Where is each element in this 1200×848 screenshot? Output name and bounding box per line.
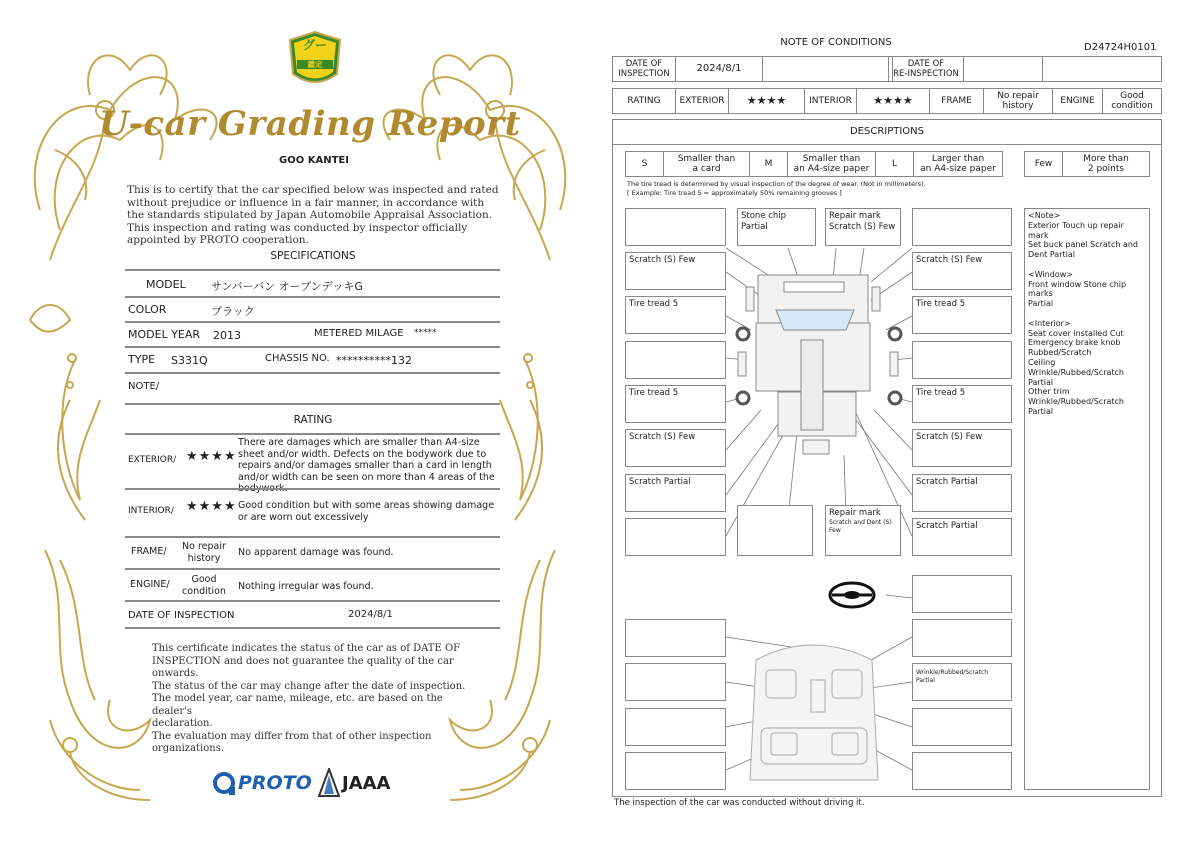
inspection-footer: The inspection of the car was conducted without driving it. [614,798,865,808]
color-value: ブラック [211,305,255,318]
notes-line: Dent Partial [1028,250,1075,260]
notes-line: Rubbed/Scratch [1028,348,1092,358]
badge-text-bottom: 鑑定 [307,60,323,69]
description-box [912,752,1012,790]
frame-value-line-2: history [1002,101,1034,111]
legend-s-line-2: a card [692,164,721,174]
description-box [625,429,726,467]
frame-description: No apparent damage was found. [238,547,394,558]
legend-m-line-1: Smaller than [802,154,861,164]
model-value: サンバーバン オープンデッキG [211,280,363,293]
divider [125,269,500,271]
engine-description: Nothing irregular was found. [238,581,374,592]
box-text: Stone chip Partial [741,211,787,232]
certification-intro: This is to certify that the car specified below was inspected and rated without prejudice or influence in a fair manner, in accordance with the standards stipulated by Japan Automobile Appraisal Association. This inspection and rating was conducted by inspector officially appointed by PROTO cooperation. [127,184,499,246]
notes-line: Other trim [1028,387,1070,397]
mileage-label: METERED MILAGE [314,328,404,339]
rating-label: RATING [613,89,676,113]
proto-logo-icon [213,771,239,797]
description-box [625,518,726,556]
legend-few-line-1: More than [1083,154,1129,164]
description-box [912,575,1012,613]
legend-s: S [626,152,664,176]
frame-value-line-2: history [187,553,221,564]
description-box [625,752,726,790]
description-box [912,341,1012,379]
document-id: D24724H0101 [1084,42,1157,53]
engine-label: ENGINE [1053,89,1103,113]
engine-label: ENGINE/ [130,579,170,590]
legend-l: L [876,152,914,176]
divider [125,536,500,538]
jaaa-logo-text: JAAA [342,773,391,794]
exterior-stars: ★★★★ [729,89,805,113]
notes-line: <Window> [1028,269,1073,279]
description-box [625,296,726,334]
footer-line: INSPECTION and does not guarantee the quality of the car onwards. [152,655,454,679]
jaaa-logo-icon [318,768,340,798]
date-reinspection-label-line-2: RE-INSPECTION [893,69,959,79]
type-value: S331Q [171,354,208,367]
legend-l-line-2: an A4-size paper [920,164,996,174]
divider [125,488,500,490]
tire-note-line-1: The tire tread is determined by visual inspection of the degree of wear. (Not in millimeters). [627,180,926,188]
box-text: Tire tread 5 [629,299,679,309]
badge-text-top: グー [302,38,327,52]
interior-stars: ★★★★ [857,89,930,113]
description-box [625,252,726,290]
interior-label: INTERIOR [805,89,857,113]
description-box [912,663,1012,701]
box-text: Repair mark [829,211,881,221]
description-box [625,708,726,746]
box-text: Tire tread 5 [916,388,966,398]
date-reinspection-label-line-1: DATE OF [907,59,945,69]
note-label: NOTE/ [128,381,160,392]
description-box [912,708,1012,746]
description-box [625,341,726,379]
box-text: Scratch (S) Few [629,255,696,265]
description-box [625,474,726,512]
proto-logo-text: PROTO [238,772,312,794]
descriptions-heading: DESCRIPTIONS [849,126,925,137]
description-box [912,385,1012,423]
description-box [737,208,816,246]
box-text: Scratch (S) Few [916,255,983,265]
report-subtitle: GOO KANTEI [279,155,349,166]
description-box [825,208,901,246]
certificate-footer [152,643,482,756]
legend-few: Few [1025,152,1063,176]
notes-line: Wrinkle/Rubbed/Scratch [1028,397,1124,407]
divider [125,296,500,298]
chassis-label: CHASSIS NO. [265,353,330,364]
notes-line: Front window Stone chip marks [1028,279,1127,299]
notes-line: Emergency brake knob [1028,338,1121,348]
color-label: COLOR [128,303,167,316]
description-box [625,663,726,701]
description-box [912,619,1012,657]
notes-line [1028,260,1146,270]
box-text: Tire tread 5 [629,388,679,398]
box-text: Scratch Partial [629,477,691,487]
legend-l-line-1: Larger than [931,154,985,164]
description-box [912,252,1012,290]
box-text: Scratch and Dent (S) Few [829,519,892,534]
divider [125,321,500,323]
frame-label: FRAME/ [131,546,167,557]
description-box [625,385,726,423]
note-of-conditions-sheet [606,0,1200,848]
divider [125,627,500,629]
box-text: Wrinkle/Rubbed/Scratch Partial [916,669,988,684]
box-text: Tire tread 5 [916,299,966,309]
divider [125,433,500,435]
notes-line: <Note> [1028,211,1061,220]
footer-line: This certificate indicates the status of the car as of DATE OF [152,643,461,654]
exterior-label: EXTERIOR [676,89,729,113]
exterior-stars: ★★★★ [186,449,237,464]
model-year-label: MODEL YEAR [128,328,201,341]
engine-value [176,574,232,598]
frame-value-line-1: No repair [997,91,1039,101]
engine-value-line-1: Good [1120,91,1144,101]
frame-value-line-1: No repair [182,541,226,552]
footer-line: The status of the car may change after the date of inspection. [152,680,466,692]
description-box [912,429,1012,467]
description-box [625,208,726,246]
specifications-heading: SPECIFICATIONS [270,250,356,262]
frame-value [176,541,232,565]
divider [125,346,500,348]
legend-few-line-2: 2 points [1087,164,1125,174]
notes-panel [1024,208,1150,790]
notes-line: Partial [1028,299,1054,309]
conditions-title: NOTE OF CONDITIONS [780,37,892,48]
chassis-value: **********132 [336,354,412,367]
rating-heading: RATING [293,414,333,426]
footer-line: The evaluation may differ from that of other inspection organizations. [152,730,432,754]
divider [125,403,500,405]
description-box [625,619,726,657]
notes-line [1028,309,1146,319]
exterior-label: EXTERIOR/ [128,455,177,465]
exterior-description: There are damages which are smaller than A4-size sheet and/or width. Defects on the bodywork due to repairs and/or damages smaller than a card in length and/or width can be seen on more than 4 areas of the [238,437,495,483]
box-text: Scratch (S) Few [829,222,896,232]
model-year-value: 2013 [213,329,241,342]
footer-line: declaration. [152,718,213,729]
notes-line: Exterior Touch up repair mark [1028,220,1124,240]
description-box [825,505,901,556]
mileage-value: ***** [414,328,437,338]
notes-line: Partial [1028,377,1054,387]
notes-line: Wrinkle/Rubbed/Scratch [1028,367,1124,377]
notes-line: Seat cover installed Cut [1028,328,1124,338]
box-text: Scratch (S) Few [916,432,983,442]
model-label: MODEL [146,278,186,291]
description-box [737,505,813,556]
frame-label: FRAME [930,89,984,113]
engine-value-line-1: Good [191,574,217,585]
description-box [912,474,1012,512]
legend-m-line-2: an A4-size paper [793,164,870,174]
divider [125,372,500,374]
engine-value-line-2: condition [1111,101,1153,111]
box-text: Repair mark [829,508,881,518]
box-text: Scratch Partial [916,477,978,487]
legend-m: M [750,152,788,176]
engine-value-line-2: condition [182,586,226,597]
interior-label: INTERIOR/ [128,506,174,516]
report-title: U-car Grading Report [99,104,521,144]
legend-s-line-1: Smaller than [677,154,736,164]
tire-note-line-2: [ Example: Tire tread 5 = approximately 50% remaining grooves ] [627,189,842,197]
date-inspection-value: 2024/8/1 [676,57,763,81]
interior-stars: ★★★★ [186,499,237,514]
box-text: Scratch Partial [916,521,978,531]
box-text: Scratch (S) Few [629,432,696,442]
date-inspection-label-line-1: DATE OF [625,59,663,69]
notes-line: Set buck panel Scratch and [1028,240,1139,250]
description-box [912,208,1012,246]
type-label: TYPE [128,353,156,366]
interior-description: Good condition but with some areas showing damage or are worn out excessively [238,500,495,523]
notes-line: <Interior> [1028,318,1071,328]
footer-line: The model year, car name, mileage, etc. are based on the dealer's [152,693,443,717]
description-box [912,518,1012,556]
divider [125,568,500,570]
date-of-inspection-label: DATE OF INSPECTION [128,610,235,621]
description-box [912,296,1012,334]
date-inspection-label-line-2: INSPECTION [618,69,670,79]
notes-line: Partial [1028,406,1054,416]
divider [125,600,500,602]
notes-line: Ceiling [1028,357,1056,367]
date-of-inspection-value: 2024/8/1 [348,609,393,620]
